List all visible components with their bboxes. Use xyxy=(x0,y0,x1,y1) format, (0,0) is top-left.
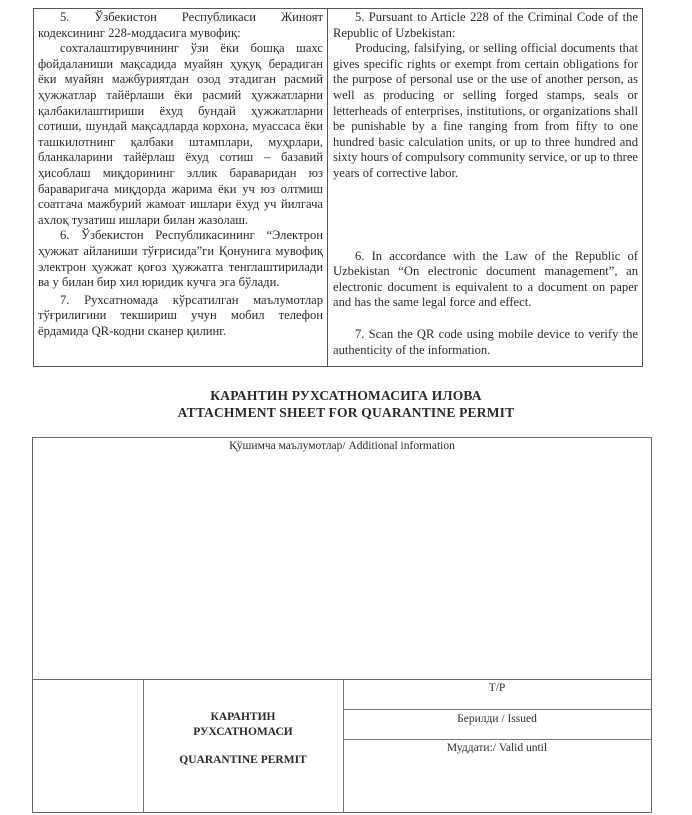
permit-number-label: T/P xyxy=(488,682,506,694)
note-5-uz: 5. Ўзбекистон Республикаси Жиноят кодексининг 228-моддасига мувофиқ: xyxy=(38,10,323,40)
note-6-en: 6. In accordance with the Law of the Republic of Uzbekistan “On electronic document management”, an electronic document is equivalent to a document on paper and has the same legal force and effect. xyxy=(333,248,638,310)
permit-title-uz-2: РУХСАТНОМАСИ xyxy=(193,726,293,738)
note-7-en: 7. Scan the QR code using mobile device to verify the authenticity of the information. xyxy=(333,326,638,357)
legal-notes-table xyxy=(33,8,643,367)
valid-until-row xyxy=(343,740,651,812)
heading-uz: КАРАНТИН РУХСАТНОМАСИГА ИЛОВА xyxy=(210,388,482,403)
heading-en: ATTACHMENT SHEET FOR QUARANTINE PERMIT xyxy=(177,405,515,420)
permit-title-en: QUARANTINE PERMIT xyxy=(179,754,307,766)
issued-label: Берилди / Issued xyxy=(457,713,537,725)
note-6-uz: 6. Ўзбекистон Республикасининг “Электрон ҳужжат айланиши тўғрисида”ги Қонунига мувофиқ электрон ҳужжат қоғоз ҳужжатга тенглаштирилади ва у билан бир хил юридик кучга эга бўлади. xyxy=(38,228,323,290)
permit-title-cell xyxy=(143,680,344,812)
attachment-sheet xyxy=(32,437,652,813)
permit-number-row xyxy=(343,680,651,710)
note-5-uz-body: сохталаштирувчининг ўзи ёки бошқа шахс фойдаланиши мақсадида муайян ҳуқуқ берадиган ёки муайян мажбуриятдан озод этадиган расмий ҳужжатлар тайёрлаши ёки расмий ҳужжатларни қалбакилаштириши ёхуд бундай ҳужжатларни сотиши, шундай мақсадларда корхона, муассаса ёки ташкилотнинг қалбаки штамплари, муҳрлари, бланкаларини тайёрлаш ёхуд сотиш – базавий ҳисоблаш миқдорининг эллик бараваридан юз бараваригача миқдорда жарима ёки уч юз олтмиш соатгача мажбурий жамоат ишлари ёхуд уч йилгача ахлоқ тузатиш ишлари билан жазолаш. xyxy=(38,41,323,227)
permit-title-uz-1: КАРАНТИН xyxy=(210,711,276,723)
qr-code-cell xyxy=(33,680,144,812)
notes-english-column xyxy=(328,9,642,366)
notes-uzbek-column xyxy=(34,9,328,366)
note-5-en-body: Producing, falsifying, or selling official documents that gives specific rights or exempt from certain obligations for the purpose of personal use or the use of another person, as well as producing or selling forged stamps, seals or letterheads of enterprises, institutions, or organizations shall be punishable by a fine ranging from from fifty to one hundred basic calculation units, or up to three hundred and sixty hours of compulsory community service, or up to three years of corrective labor. xyxy=(333,41,638,180)
permit-footer xyxy=(33,679,651,812)
permit-details-cell xyxy=(343,680,651,812)
additional-info-label: Қўшимча маълумотлар/ Additional information xyxy=(229,440,455,452)
note-7-uz: 7. Рухсатномада кўрсатилган маълумотлар тўғрилигини текшириш учун мобил телефон ёрдамида QR-кодни сканер қилинг. xyxy=(38,292,323,338)
note-5-en: 5. Pursuant to Article 228 of the Criminal Code of the Republic of Uzbekistan: xyxy=(333,10,638,40)
valid-until-label: Муддати:/ Valid until xyxy=(446,742,548,754)
issued-row xyxy=(343,710,651,740)
